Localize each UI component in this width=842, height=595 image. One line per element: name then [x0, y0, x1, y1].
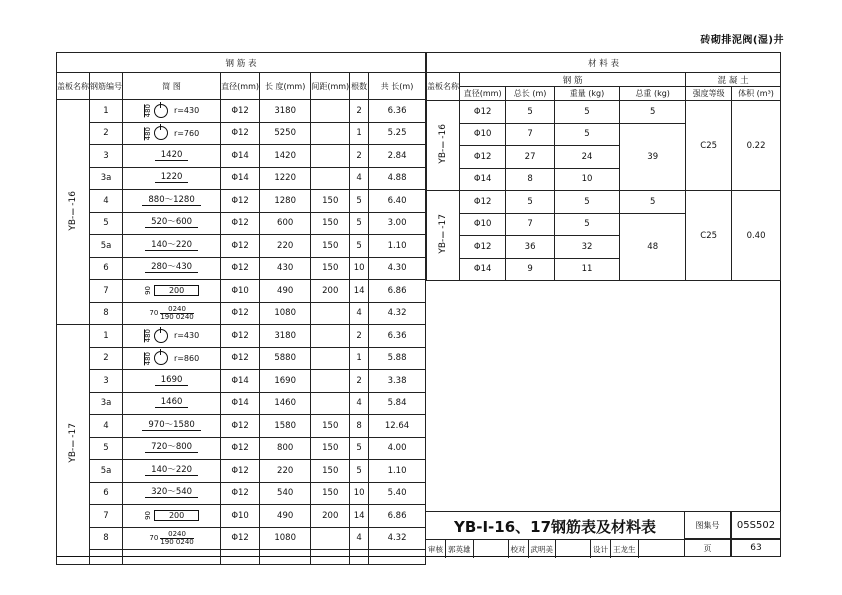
shape-text-2: 190 0240	[160, 312, 194, 321]
shape-text: 1690	[155, 376, 189, 386]
bar-shape-cell	[123, 437, 221, 460]
steel-length: 5	[506, 101, 555, 124]
bar-number: 8	[90, 302, 123, 325]
table-row	[427, 101, 781, 124]
rebar-col-header: 根数	[350, 73, 369, 100]
bar-total-length: 5.40	[369, 482, 426, 505]
bar-number: 3	[90, 370, 123, 393]
bar-shape-cell	[123, 527, 221, 550]
bar-count: 2	[350, 325, 369, 348]
material-col-header: 直径(mm)	[460, 87, 506, 101]
bar-total-length: 6.86	[369, 280, 426, 303]
bar-length: 1220	[259, 167, 310, 190]
bar-total-length: 12.64	[369, 415, 426, 438]
steel-total-weight: 5	[620, 101, 686, 124]
bar-diameter: Φ12	[221, 235, 260, 258]
bar-shape-cell	[123, 415, 221, 438]
bar-count: 5	[350, 235, 369, 258]
bar-spacing	[311, 122, 350, 145]
review-label: 审核	[426, 540, 446, 558]
rebar-col-header: 共 长(m)	[369, 73, 426, 100]
bar-length: 1580	[259, 415, 310, 438]
bar-number: 2	[90, 122, 123, 145]
rebar-col-header: 简 图	[123, 73, 221, 100]
bar-number: 5	[90, 212, 123, 235]
concrete-grade: C25	[686, 191, 732, 281]
shape-text: r=760	[173, 128, 200, 138]
hooked-bar-icon	[154, 510, 199, 521]
bar-total-length: 1.10	[369, 460, 426, 483]
bar-total-length: 3.00	[369, 212, 426, 235]
bar-shape-cell	[123, 302, 221, 325]
bar-total-length: 2.84	[369, 145, 426, 168]
hook-label: 70	[149, 534, 159, 543]
bent-bar-icon	[160, 531, 193, 546]
bar-shape-cell	[123, 392, 221, 415]
rebar-col-header: 直径(mm)	[221, 73, 260, 100]
steel-weight: 10	[554, 168, 619, 191]
bar-spacing	[311, 145, 350, 168]
rebar-table-title: 钢 筋 表	[57, 53, 426, 73]
bar-count: 1	[350, 347, 369, 370]
shape-text: 880～1280	[142, 196, 200, 206]
bar-shape-cell	[123, 212, 221, 235]
bar-total-length: 5.84	[369, 392, 426, 415]
shape-text: 1220	[155, 173, 189, 183]
steel-weight: 5	[554, 213, 619, 236]
bar-total-length: 4.32	[369, 302, 426, 325]
ring-bar-icon	[154, 104, 168, 118]
bar-shape-cell	[123, 190, 221, 213]
bar-diameter: Φ12	[221, 122, 260, 145]
material-col-header: 强度等级	[686, 87, 732, 101]
bar-spacing	[311, 392, 350, 415]
group-name: YB-Ⅰ-16	[438, 124, 448, 164]
shape-text: 0240	[160, 531, 193, 539]
bar-length: 800	[259, 437, 310, 460]
rebar-col-header: 钢筋编号	[90, 73, 123, 100]
bar-shape-cell	[123, 145, 221, 168]
group-name-cell	[427, 101, 460, 191]
shape-text: 0240	[160, 306, 193, 314]
steel-diameter: Φ12	[460, 146, 506, 169]
atlas-label: 图集号	[684, 511, 731, 539]
bar-count: 5	[350, 460, 369, 483]
bar-count: 2	[350, 145, 369, 168]
reviewer-name: 郭英雄	[446, 540, 474, 558]
bar-count: 4	[350, 392, 369, 415]
steel-length: 27	[506, 146, 555, 169]
bar-length: 1080	[259, 527, 310, 550]
bar-spacing: 150	[311, 460, 350, 483]
bar-count: 14	[350, 280, 369, 303]
bar-diameter: Φ14	[221, 392, 260, 415]
bar-number: 2	[90, 347, 123, 370]
bar-diameter: Φ12	[221, 482, 260, 505]
bar-count: 5	[350, 190, 369, 213]
bar-total-length: 5.88	[369, 347, 426, 370]
shape-text-2: 190 0240	[160, 537, 194, 546]
bar-diameter: Φ12	[221, 257, 260, 280]
bar-number: 6	[90, 482, 123, 505]
design-label: 设计	[591, 540, 611, 558]
bar-diameter: Φ12	[221, 415, 260, 438]
table-row	[57, 370, 426, 393]
bar-spacing: 150	[311, 415, 350, 438]
bar-total-length: 6.36	[369, 100, 426, 123]
bar-total-length: 4.00	[369, 437, 426, 460]
ring-bar-icon	[154, 329, 168, 343]
bar-diameter: Φ12	[221, 302, 260, 325]
title-block	[426, 511, 781, 557]
bar-length: 1420	[259, 145, 310, 168]
bar-diameter: Φ12	[221, 527, 260, 550]
bar-spacing	[311, 527, 350, 550]
bar-shape-cell	[123, 257, 221, 280]
bar-shape-cell	[123, 482, 221, 505]
group-name: YB-Ⅰ-17	[68, 423, 78, 463]
table-row	[57, 100, 426, 123]
designer-name: 王龙生	[611, 540, 639, 558]
bar-shape-cell	[123, 122, 221, 145]
bar-count: 2	[350, 370, 369, 393]
bar-length: 3180	[259, 100, 310, 123]
hook-label: 90	[143, 511, 152, 521]
ring-bar-icon	[154, 126, 168, 140]
table-row	[57, 415, 426, 438]
empty-cell	[90, 550, 123, 565]
bar-number: 1	[90, 100, 123, 123]
bar-spacing: 150	[311, 190, 350, 213]
shape-text: 970～1580	[142, 421, 200, 431]
shape-text: 140～220	[145, 241, 198, 251]
bar-number: 3	[90, 145, 123, 168]
bar-total-length: 4.30	[369, 257, 426, 280]
table-row	[57, 280, 426, 303]
bar-diameter: Φ10	[221, 280, 260, 303]
bar-length: 220	[259, 460, 310, 483]
shape-text: 280～430	[145, 263, 198, 273]
checker-signature	[556, 540, 591, 558]
rebar-col-header: 长 度(mm)	[259, 73, 310, 100]
table-row	[57, 145, 426, 168]
bar-spacing: 150	[311, 482, 350, 505]
bar-number: 5a	[90, 235, 123, 258]
hooked-bar-icon	[154, 285, 199, 296]
bar-total-length: 6.40	[369, 190, 426, 213]
check-label: 校对	[509, 540, 529, 558]
bar-number: 3a	[90, 392, 123, 415]
group-name: YB-Ⅰ-16	[68, 190, 78, 231]
shape-text: 1420	[155, 151, 189, 161]
bar-shape-cell	[123, 100, 221, 123]
table-row	[57, 482, 426, 505]
shape-text: 1460	[155, 398, 189, 408]
bar-length: 3180	[259, 325, 310, 348]
group-name: YB-Ⅰ-17	[438, 214, 448, 254]
bar-length: 5250	[259, 122, 310, 145]
material-col-header: 体积 (m³)	[732, 87, 781, 101]
checker-name: 武明美	[529, 540, 557, 558]
steel-length: 7	[506, 123, 555, 146]
shape-text: 720～800	[145, 443, 198, 453]
bar-number: 5	[90, 437, 123, 460]
material-table-title: 材 料 表	[427, 53, 781, 73]
bar-total-length: 4.32	[369, 527, 426, 550]
page-number: 63	[731, 539, 781, 557]
bar-shape-cell	[123, 280, 221, 303]
bar-total-length: 6.86	[369, 505, 426, 528]
bar-number: 7	[90, 280, 123, 303]
hook-label: 70	[149, 309, 159, 318]
steel-weight: 5	[554, 123, 619, 146]
empty-cell	[221, 550, 260, 565]
bar-spacing: 150	[311, 235, 350, 258]
table-row	[427, 191, 781, 214]
shape-text: r=430	[173, 106, 200, 116]
bar-length: 1460	[259, 392, 310, 415]
designer-signature	[639, 540, 673, 558]
steel-total-weight: 39	[620, 123, 686, 191]
bar-total-length: 4.88	[369, 167, 426, 190]
ring-bar-icon	[154, 351, 168, 365]
bar-spacing: 200	[311, 505, 350, 528]
steel-length: 5	[506, 191, 555, 214]
table-row	[57, 437, 426, 460]
bar-total-length: 5.25	[369, 122, 426, 145]
material-col-header: 总长 (m)	[506, 87, 555, 101]
empty-cell	[350, 550, 369, 565]
reviewer-signature	[474, 540, 509, 558]
bar-diameter: Φ12	[221, 325, 260, 348]
hook-label: 90	[143, 286, 152, 296]
bar-spacing: 200	[311, 280, 350, 303]
empty-cell	[311, 550, 350, 565]
bar-shape-cell	[123, 167, 221, 190]
page-label: 页	[684, 539, 731, 557]
bar-total-length: 1.10	[369, 235, 426, 258]
concrete-volume: 0.22	[732, 101, 781, 191]
shape-text: r=860	[173, 353, 200, 363]
bar-length: 490	[259, 280, 310, 303]
group-name-cell	[57, 100, 90, 325]
bar-number: 8	[90, 527, 123, 550]
rebar-col-header: 间距(mm)	[311, 73, 350, 100]
bar-count: 4	[350, 527, 369, 550]
bar-count: 1	[350, 122, 369, 145]
shape-text: 520～600	[145, 218, 198, 228]
bar-number: 6	[90, 257, 123, 280]
bar-number: 4	[90, 415, 123, 438]
shape-text: r=430	[173, 331, 200, 341]
bar-length: 430	[259, 257, 310, 280]
steel-weight: 32	[554, 236, 619, 259]
concrete-volume: 0.40	[732, 191, 781, 281]
table-row	[57, 460, 426, 483]
bar-diameter: Φ14	[221, 145, 260, 168]
signature-row	[426, 539, 684, 558]
shape-text: 140～220	[145, 466, 198, 476]
bar-length: 5880	[259, 347, 310, 370]
bar-diameter: Φ12	[221, 460, 260, 483]
ring-height-label: 480	[143, 104, 152, 118]
bar-spacing	[311, 167, 350, 190]
material-table	[426, 52, 781, 281]
bar-count: 14	[350, 505, 369, 528]
bar-number: 3a	[90, 167, 123, 190]
bar-spacing	[311, 100, 350, 123]
bar-diameter: Φ12	[221, 212, 260, 235]
bar-count: 5	[350, 437, 369, 460]
steel-diameter: Φ12	[460, 191, 506, 214]
bar-diameter: Φ14	[221, 370, 260, 393]
steel-diameter: Φ12	[460, 236, 506, 259]
bar-length: 600	[259, 212, 310, 235]
concrete-grade: C25	[686, 101, 732, 191]
bar-spacing	[311, 347, 350, 370]
steel-header: 钢 筋	[460, 73, 686, 87]
bar-shape-cell	[123, 370, 221, 393]
group-name-cell	[427, 191, 460, 281]
bar-length: 540	[259, 482, 310, 505]
steel-weight: 5	[554, 191, 619, 214]
material-col-header: 重量 (kg)	[554, 87, 619, 101]
bar-spacing: 150	[311, 437, 350, 460]
table-row	[57, 235, 426, 258]
table-row	[57, 392, 426, 415]
sheet-header-title: 砖砌排泥阀(湿)井	[700, 35, 784, 46]
bar-spacing	[311, 302, 350, 325]
table-row	[57, 302, 426, 325]
bar-length: 1280	[259, 190, 310, 213]
steel-length: 9	[506, 258, 555, 281]
steel-weight: 24	[554, 146, 619, 169]
bent-bar-icon	[160, 306, 193, 321]
rebar-table	[56, 52, 426, 565]
table-row	[57, 325, 426, 348]
steel-diameter: Φ10	[460, 213, 506, 236]
bar-count: 4	[350, 302, 369, 325]
bar-count: 5	[350, 212, 369, 235]
table-row	[57, 347, 426, 370]
bar-length: 220	[259, 235, 310, 258]
bar-total-length: 3.38	[369, 370, 426, 393]
empty-cell	[123, 550, 221, 565]
bar-spacing: 150	[311, 257, 350, 280]
table-row	[57, 122, 426, 145]
bar-spacing	[311, 325, 350, 348]
steel-weight: 5	[554, 101, 619, 124]
bar-number: 5a	[90, 460, 123, 483]
steel-diameter: Φ14	[460, 168, 506, 191]
bar-shape-cell	[123, 235, 221, 258]
bar-length: 1080	[259, 302, 310, 325]
bar-shape-cell	[123, 460, 221, 483]
bar-spacing: 150	[311, 212, 350, 235]
empty-cell	[369, 550, 426, 565]
bar-diameter: Φ12	[221, 347, 260, 370]
ring-height-label: 480	[143, 126, 152, 140]
material-col-header: 盖板名称	[427, 73, 460, 101]
empty-cell	[259, 550, 310, 565]
bar-count: 8	[350, 415, 369, 438]
bar-diameter: Φ12	[221, 100, 260, 123]
steel-length: 8	[506, 168, 555, 191]
steel-length: 7	[506, 213, 555, 236]
bar-length: 490	[259, 505, 310, 528]
table-row	[57, 527, 426, 550]
table-row	[57, 505, 426, 528]
steel-diameter: Φ14	[460, 258, 506, 281]
bar-shape-cell	[123, 325, 221, 348]
bar-diameter: Φ10	[221, 505, 260, 528]
shape-text: 200	[168, 511, 185, 521]
shape-text: 200	[168, 286, 185, 296]
concrete-header: 混 凝 土	[686, 73, 781, 87]
bar-number: 7	[90, 505, 123, 528]
ring-height-label: 480	[143, 351, 152, 365]
bar-number: 4	[90, 190, 123, 213]
bar-count: 2	[350, 100, 369, 123]
material-col-header: 总重 (kg)	[620, 87, 686, 101]
steel-weight: 11	[554, 258, 619, 281]
table-row	[57, 212, 426, 235]
atlas-number: 05S502	[731, 511, 781, 539]
steel-diameter: Φ10	[460, 123, 506, 146]
bar-total-length: 6.36	[369, 325, 426, 348]
table-row	[57, 257, 426, 280]
bar-count: 10	[350, 482, 369, 505]
table-row	[57, 167, 426, 190]
steel-total-weight: 48	[620, 213, 686, 281]
bar-shape-cell	[123, 347, 221, 370]
table-row	[57, 190, 426, 213]
bar-number: 1	[90, 325, 123, 348]
bar-length: 1690	[259, 370, 310, 393]
steel-total-weight: 5	[620, 191, 686, 214]
bar-shape-cell	[123, 505, 221, 528]
rebar-col-header: 盖板名称	[57, 73, 90, 100]
bar-diameter: Φ14	[221, 167, 260, 190]
steel-length: 36	[506, 236, 555, 259]
bar-count: 4	[350, 167, 369, 190]
bar-count: 10	[350, 257, 369, 280]
bar-diameter: Φ12	[221, 190, 260, 213]
ring-height-label: 480	[143, 329, 152, 343]
drawing-title: YB-Ⅰ-16、17钢筋表及材料表	[426, 511, 685, 540]
bar-spacing	[311, 370, 350, 393]
steel-diameter: Φ12	[460, 101, 506, 124]
bar-diameter: Φ12	[221, 437, 260, 460]
group-name-cell	[57, 325, 90, 565]
shape-text: 320～540	[145, 488, 198, 498]
